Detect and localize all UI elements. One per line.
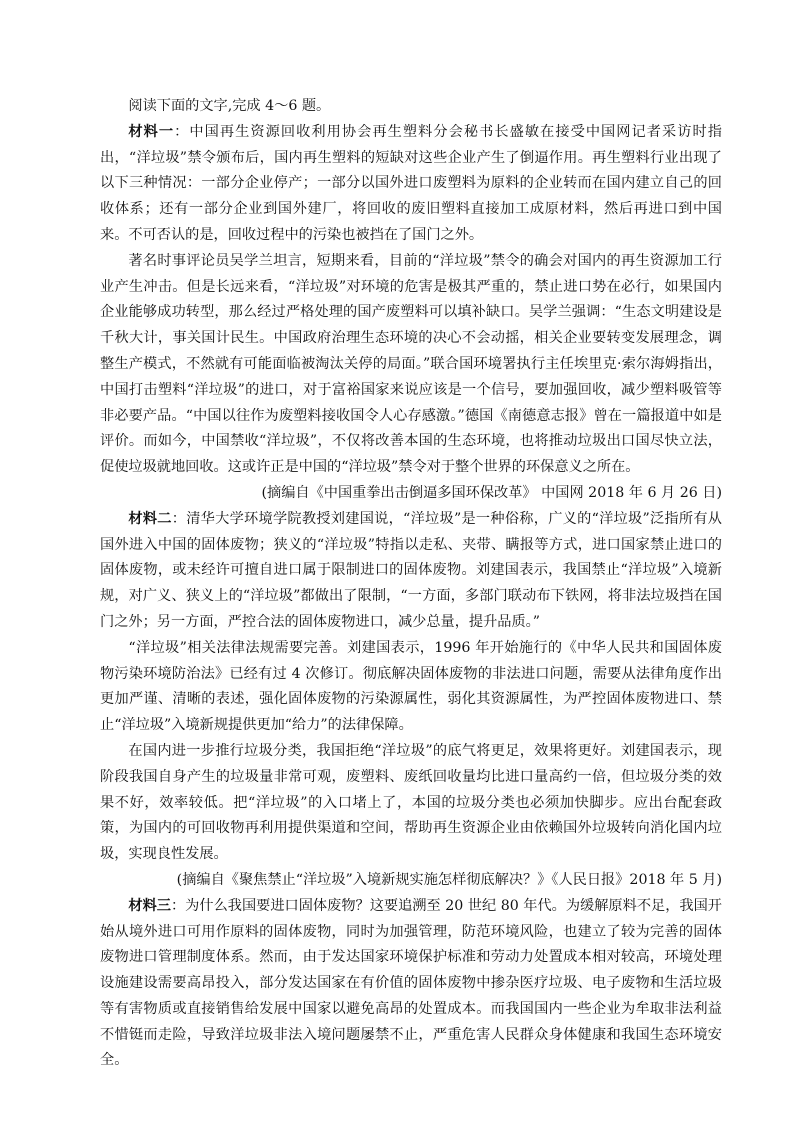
material-one-label: 材料一 [128, 123, 175, 140]
material-one-text-1: ：中国再生资源回收利用协会再生塑料分会秘书长盛敏在接受中国网记者采访时指出，“洋垃圾”禁令颁布后，国内再生塑料的短缺对这些企业产生了倒逼作用。再生塑料行业出现了以下三种情况：一部分企业停产；一部分以国外进口废塑料为原料的企业转而在国内建立自己的回收体系；还有一部分企业到国外建厂，将回收的废旧塑料直接加工成原材料，然后再进口到中国来。不可否认的是，回收过程中的污染也被挡在了国门之外。 [100, 123, 722, 243]
material-three-paragraph-1 [100, 894, 722, 1075]
material-two-paragraph-2: “洋垃圾”相关法律法规需要完善。刘建国表示，1996 年开始施行的《中华人民共和国固体废物污染环境防治法》已经有过 4 次修订。彻底解决固体废物的非法进口问题，需要从法律角度作出更加严谨、清晰的表述，强化固体废物的污染源属性，弱化其资源属性，为严控固体废物进口、禁止“洋垃圾”入境新规提供更加“给力”的法律保障。 [100, 639, 722, 734]
material-two-paragraph-1 [100, 507, 722, 636]
material-three-text-1: ：为什么我国要进口固体废物？这要追溯至 20 世纪 80 年代。为缓解原料不足，我国开始从境外进口可用作原料的固体废物，同时为加强管理，防范环境风险，也建立了较为完善的固体废物进口管理制度体系。然而，由于发达国家环境保护标准和劳动力处置成本相对较高，环境处理设施建设需要高昂投入，部分发达国家在有价值的固体废物中掺杂医疗垃圾、电子废物和生活垃圾等有害物质或直接销售给发展中国家以避免高昂的处置成本。而我国国内一些企业为牟取非法利益不惜铤而走险，导致洋垃圾非法入境问题屡禁不止，严重危害人民群众身体健康和我国生态环境安全。 [100, 897, 722, 1069]
material-two-label: 材料二 [128, 510, 172, 527]
reading-instruction: 阅读下面的文字,完成 4～6 题。 [128, 98, 331, 114]
material-three-label: 材料三 [128, 897, 171, 914]
material-two-source: (摘编自《聚焦禁止“洋垃圾”入境新规实施怎样彻底解决？》《人民日报》2018 年 5 月) [176, 871, 722, 888]
material-one-source: (摘编自《中国重拳出击倒逼多国环保改革》 中国网 2018 年 6 月 26 日) [261, 484, 722, 501]
material-two-paragraph-3: 在国内进一步推行垃圾分类，我国拒绝“洋垃圾”的底气将更足，效果将更好。刘建国表示，现阶段我国自身产生的垃圾量非常可观，废塑料、废纸回收量均比进口量高约一倍，但垃圾分类的效果不好，效率较低。把“洋垃圾”的入口堵上了，本国的垃圾分类也必须加快脚步。应出台配套政策，为国内的可回收物再利用提供渠道和空间，帮助再生资源企业由依赖国外垃圾转向消化国内垃圾，实现良性发展。 [100, 742, 722, 863]
material-one-paragraph-1 [100, 120, 722, 249]
reading-passage [100, 94, 722, 1074]
material-two-text-1: ：清华大学环境学院教授刘建国说，“洋垃圾”是一种俗称，广义的“洋垃圾”泛指所有从国外进入中国的固体废物；狭义的“洋垃圾”特指以走私、夹带、瞒报等方式，进口国家禁止进口的固体废物，或未经许可擅自进口属于限制进口的固体废物。刘建国表示，我国禁止“洋垃圾”入境新规，对广义、狭义上的“洋垃圾”都做出了限制，“一方面，多部门联动布下铁网，将非法垃圾挡在国门之外；另一方面，严控合法的固体废物进口，减少总量，提升品质。” [100, 510, 722, 630]
material-one-paragraph-2: 著名时事评论员吴学兰坦言，短期来看，目前的“洋垃圾”禁令的确会对国内的再生资源加工行业产生冲击。但是长远来看，“洋垃圾”对环境的危害是极其严重的，禁止进口势在必行，如果国内企业能够成功转型，那么经过严格处理的国产废塑料可以填补缺口。吴学兰强调：“生态文明建设是千秋大计，事关国计民生。中国政府治理生态环境的决心不会动摇，相关企业要转变发展理念，调整生产模式，不然就有可能面临被淘汰关停的局面。”联合国环境署执行主任埃里克·索尔海姆指出，中国打击塑料“洋垃圾”的进口，对于富裕国家来说应该是一个信号，要加强回收，减少塑料吸管等非必要产品。“中国以往作为废塑料接收国令人心存感激。”德国《南德意志报》曾在一篇报道中如是评价。而如今，中国禁收“洋垃圾”，不仅将改善本国的生态环境，也将推动垃圾出口国尽快立法，促使垃圾就地回收。这或许正是中国的“洋垃圾”禁令对于整个世界的环保意义之所在。 [100, 252, 722, 476]
